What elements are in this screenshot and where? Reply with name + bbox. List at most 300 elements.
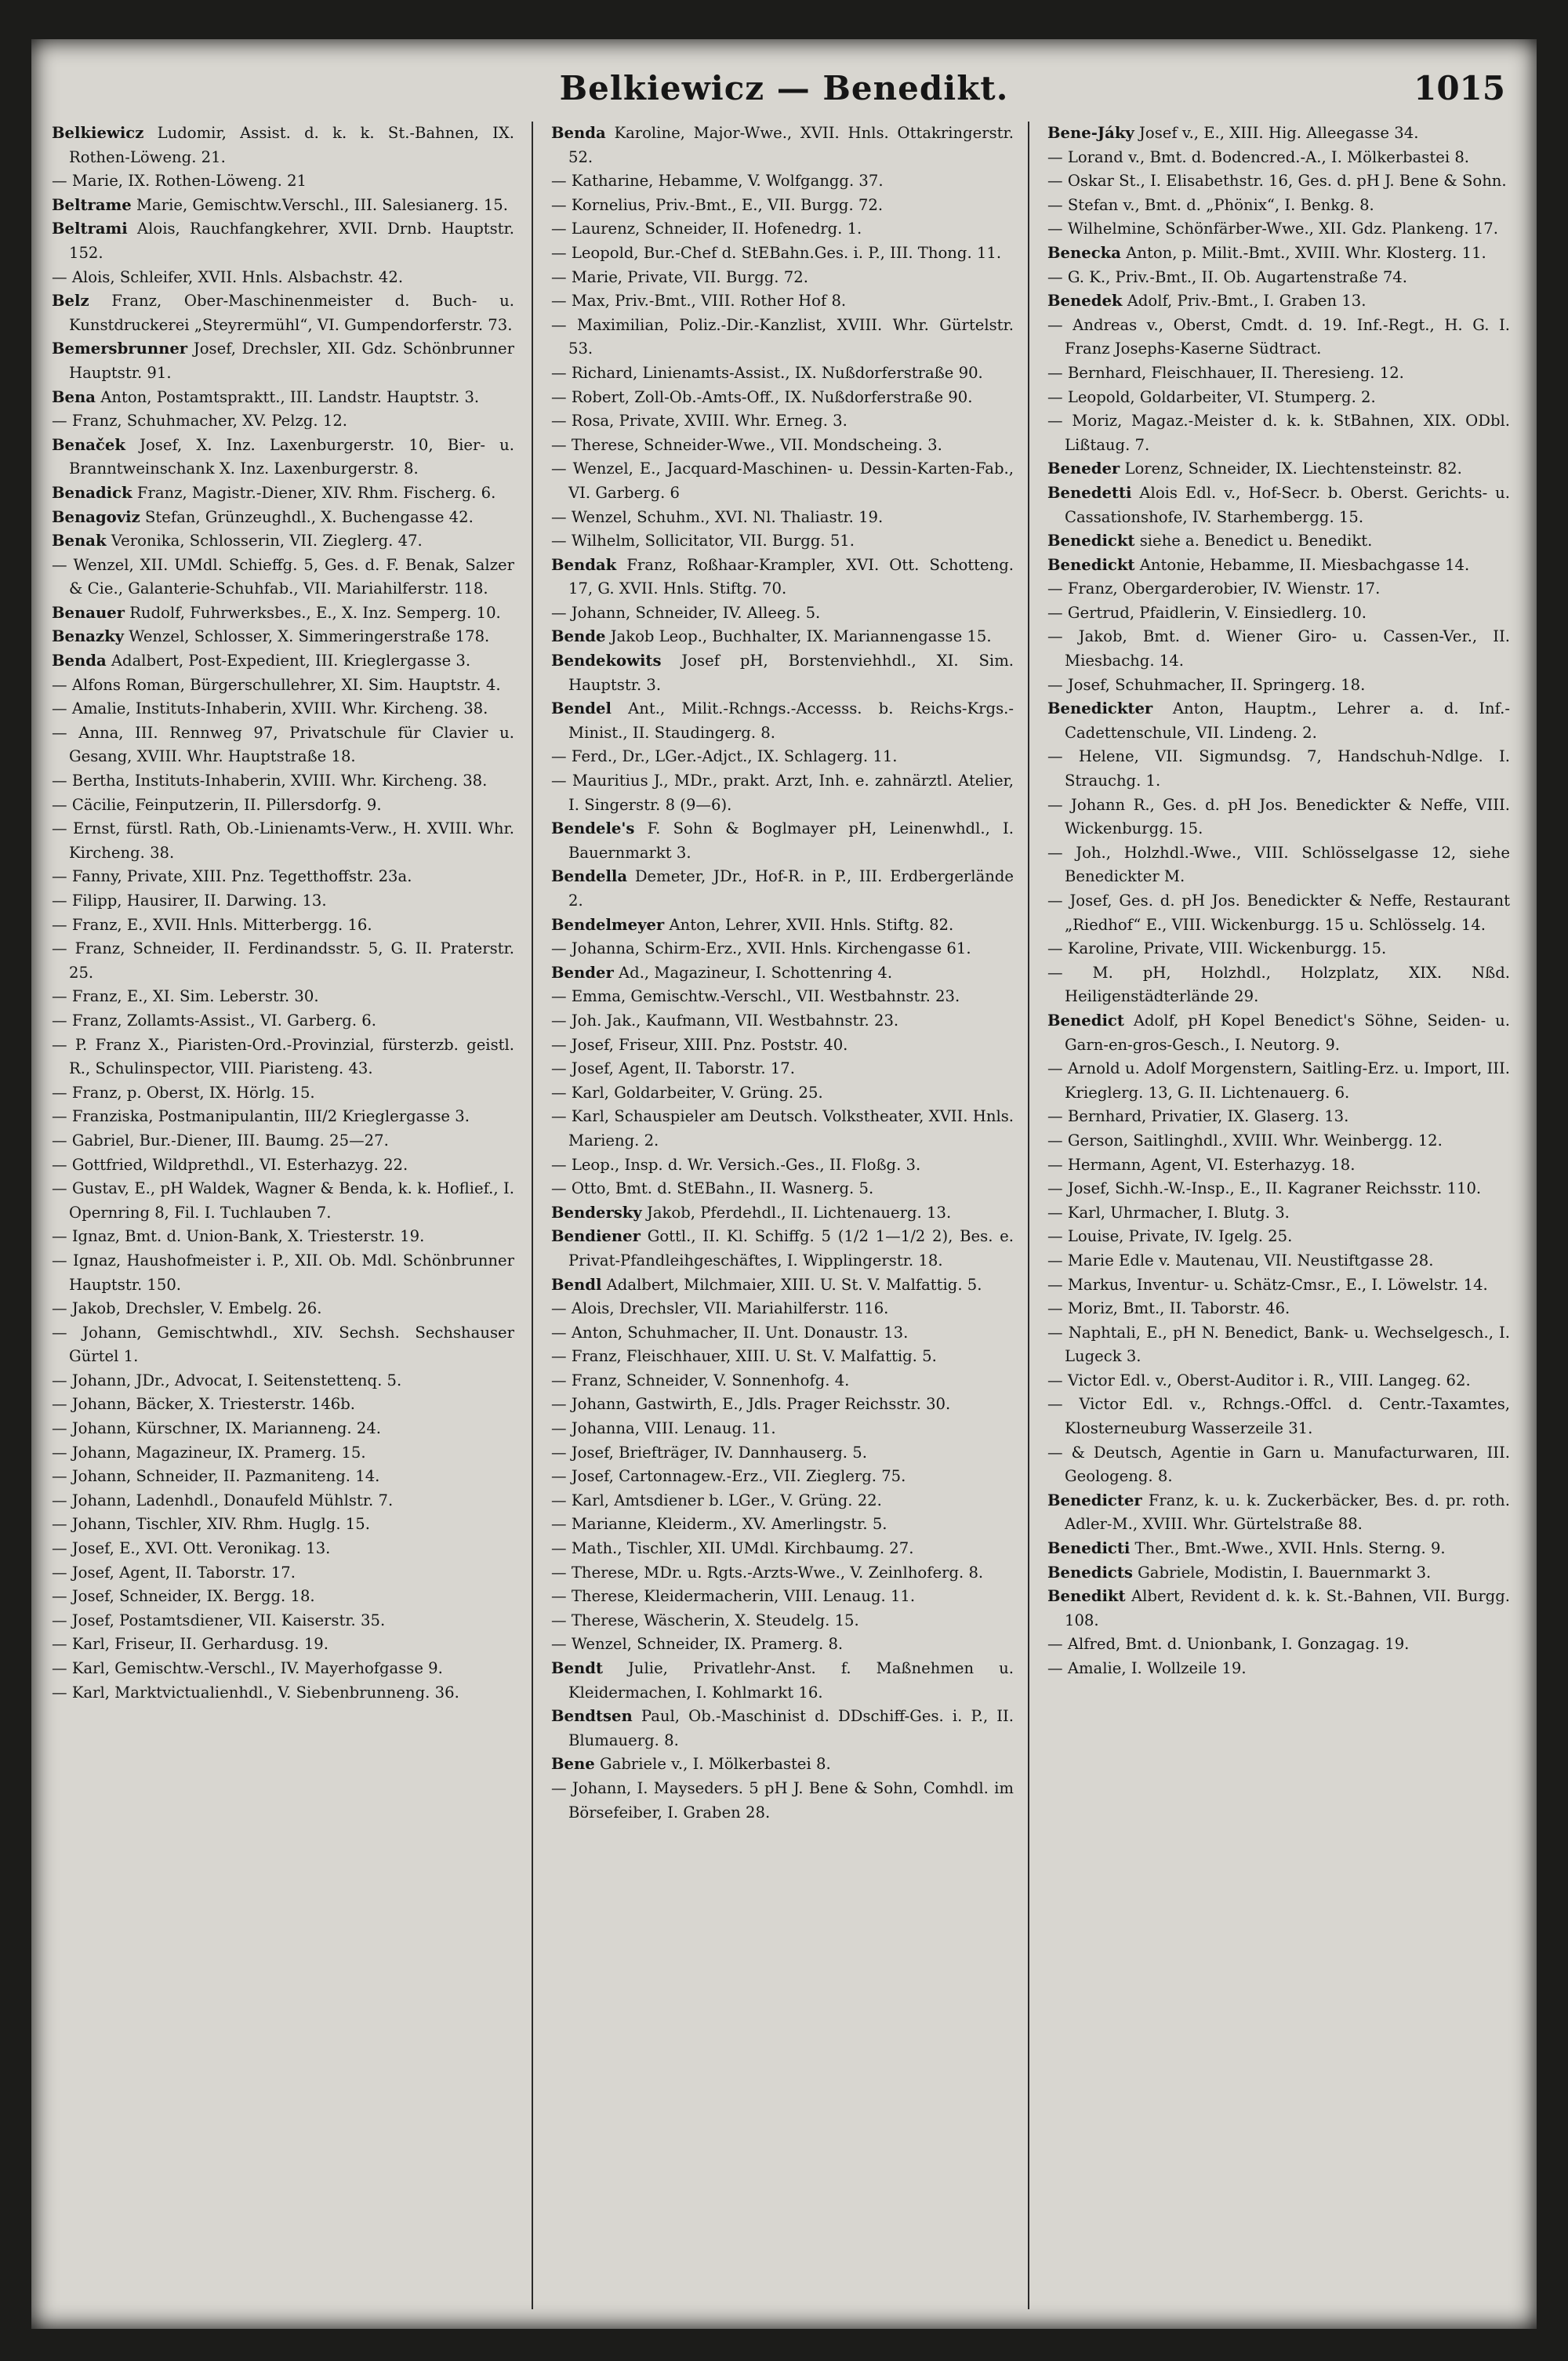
entry-details: — Marie, IX. Rothen-Löweng. 21	[52, 172, 307, 191]
directory-entry	[52, 1105, 514, 1129]
directory-entry	[551, 649, 1014, 697]
directory-entry	[551, 217, 1014, 242]
entry-details: — Leop., Insp. d. Wr. Versich.-Ges., II. Floßg. 3.	[551, 1155, 921, 1174]
entry-details: Julie, Privatlehr-Anst. f. Maßnehmen u. Kleidermachen, I. Kohlmarkt 16.	[568, 1659, 1014, 1702]
directory-entry	[1047, 1009, 1510, 1057]
directory-entry	[1047, 794, 1510, 841]
directory-entry	[1047, 961, 1510, 1009]
directory-entry	[52, 1585, 514, 1609]
entry-details: — Mauritius J., MDr., prakt. Arzt, Inh. e. zahnärztl. Atelier, I. Singerstr. 8 (9—6).	[551, 772, 1014, 814]
entry-details: — Gustav, E., pH Waldek, Wagner & Benda, k. k. Hoflief., I. Opernring 8, Fil. I. Tuchlauben 7.	[52, 1179, 514, 1222]
directory-entry	[1047, 457, 1510, 481]
directory-entry	[1047, 361, 1510, 386]
entry-surname: Benecka	[1047, 243, 1121, 262]
entry-details: Paul, Ob.-Maschinist d. DDschiff-Ges. i. P., II. Blumauerg. 8.	[568, 1707, 1014, 1749]
directory-entry	[551, 1609, 1014, 1633]
directory-entry	[1047, 289, 1510, 314]
entry-details: Anton, Hauptm., Lehrer a. d. Inf.-Cadettenschule, VII. Lindeng. 2.	[1065, 699, 1510, 742]
directory-entry	[52, 794, 514, 818]
directory-entry	[52, 1249, 514, 1297]
entry-details: — Hermann, Agent, VI. Esterhazyg. 18.	[1047, 1155, 1356, 1174]
page-number: 1015	[1414, 69, 1505, 107]
entry-details: — Bernhard, Privatier, IX. Glaserg. 13.	[1047, 1107, 1349, 1126]
entry-details: Ad., Magazineur, I. Schottenring 4.	[619, 963, 893, 982]
directory-entry	[551, 625, 1014, 649]
directory-entry	[551, 1033, 1014, 1058]
directory-entry	[551, 314, 1014, 361]
entry-details: Albert, Revident d. k. k. St.-Bahnen, VII. Burgg. 108.	[1065, 1587, 1510, 1629]
directory-entry	[1047, 1177, 1510, 1201]
entry-details: — Andreas v., Oberst, Cmdt. d. 19. Inf.-Regt., H. G. I. Franz Josephs-Kaserne Südtract.	[1047, 315, 1510, 358]
directory-entry	[551, 1153, 1014, 1178]
entry-details: — P. Franz X., Piaristen-Ord.-Provinzial, fürsterzb. geistl. R., Schulinspector, VIII. Piaristeng. 43.	[52, 1035, 514, 1078]
directory-entry	[52, 1537, 514, 1561]
entry-details: — Gertrud, Pfaidlerin, V. Einsiedlerg. 10.	[1047, 603, 1367, 622]
entry-surname: Benedicter	[1047, 1491, 1142, 1509]
directory-entry	[551, 1561, 1014, 1586]
directory-entry	[1047, 1249, 1510, 1273]
directory-entry	[1047, 146, 1510, 170]
entry-details: — Amalie, I. Wollzeile 19.	[1047, 1659, 1247, 1677]
entry-details: — Arnold u. Adolf Morgenstern, Saitling-Erz. u. Import, III. Krieglerg. 13, G. II. Lichtenauerg. 6.	[1047, 1059, 1510, 1102]
entry-details: siehe a. Benedict u. Benedikt.	[1139, 532, 1373, 550]
entry-details: — Gerson, Saitlinghdl., XVIII. Whr. Weinbergg. 12.	[1047, 1131, 1443, 1150]
entry-details: Josef pH, Borstenviehhdl., XI. Sim. Hauptstr. 3.	[568, 652, 1014, 694]
entry-details: — Johann, Schneider, II. Pazmaniteng. 14.	[52, 1467, 380, 1486]
entry-details: — Gabriel, Bur.-Diener, III. Baumg. 25—27.	[52, 1131, 389, 1150]
entry-details: — Karl, Uhrmacher, I. Blutg. 3.	[1047, 1203, 1290, 1222]
entry-details: Rudolf, Fuhrwerksbes., E., X. Inz. Semperg. 10.	[129, 603, 501, 622]
entry-details: — & Deutsch, Agentie in Garn u. Manufacturwaren, III. Geologeng. 8.	[1047, 1443, 1510, 1486]
directory-entry	[551, 1441, 1014, 1466]
entry-details: — Franz, E., XVII. Hnls. Mitterbergg. 16.	[52, 915, 372, 934]
directory-entry	[52, 1321, 514, 1369]
entry-surname: Benedetti	[1047, 483, 1132, 502]
directory-entry	[551, 242, 1014, 266]
entry-details: — Marie Edle v. Mautenau, VII. Neustiftgasse 28.	[1047, 1251, 1434, 1269]
entry-details: — Franz, p. Oberst, IX. Hörlg. 15.	[52, 1083, 315, 1102]
directory-entry	[551, 1105, 1014, 1153]
entry-details: — Wenzel, Schneider, IX. Pramerg. 8.	[551, 1635, 844, 1654]
directory-entry	[52, 1009, 514, 1033]
entry-surname: Bender	[551, 963, 614, 982]
directory-entry	[551, 1777, 1014, 1825]
directory-entry	[52, 1129, 514, 1153]
entry-details: — Therese, MDr. u. Rgts.-Arzts-Wwe., V. Zeinlhoferg. 8.	[551, 1563, 984, 1582]
column-divider	[532, 122, 533, 2309]
entry-details: — Leopold, Bur.-Chef d. StEBahn.Ges. i. P., III. Thong. 11.	[551, 243, 1002, 262]
entry-details: — Franziska, Postmanipulantin, III/2 Krieglergasse 3.	[52, 1107, 470, 1126]
directory-entry	[1047, 1225, 1510, 1249]
entry-details: — Alfred, Bmt. d. Unionbank, I. Gonzagag. 19.	[1047, 1635, 1410, 1654]
entry-details: — Karoline, Private, VIII. Wickenburgg. 15.	[1047, 939, 1387, 958]
entry-details: — Johann, Schneider, IV. Alleeg. 5.	[551, 603, 821, 622]
entry-details: — Ignaz, Haushofmeister i. P., XII. Ob. Mdl. Schönbrunner Hauptstr. 150.	[52, 1251, 514, 1294]
directory-entry	[1047, 937, 1510, 961]
directory-entry	[52, 889, 514, 914]
entry-details: — Karl, Schauspieler am Deutsch. Volkstheater, XVII. Hnls. Marieng. 2.	[551, 1107, 1014, 1150]
entry-details: — Josef, E., XVI. Ott. Veronikag. 13.	[52, 1539, 331, 1558]
entry-details: — Josef, Postamtsdiener, VII. Kaiserstr. 35.	[52, 1611, 386, 1629]
entry-surname: Benazky	[52, 627, 125, 646]
directory-entry	[1047, 1369, 1510, 1393]
directory-entry	[551, 1657, 1014, 1705]
directory-entry	[551, 1513, 1014, 1537]
entry-details: — Josef, Cartonnagew.-Erz., VII. Zieglerg. 75.	[551, 1467, 906, 1486]
directory-entry	[1047, 1057, 1510, 1105]
entry-details: Gabriele, Modistin, I. Bauernmarkt 3.	[1138, 1563, 1432, 1582]
directory-entry	[1047, 481, 1510, 529]
directory-entry	[551, 1705, 1014, 1753]
entry-details: Anton, Lehrer, XVII. Hnls. Stiftg. 82.	[669, 915, 954, 934]
directory-entry	[52, 554, 514, 601]
directory-entry	[551, 1393, 1014, 1417]
directory-entry	[1047, 697, 1510, 745]
entry-surname: Beltrami	[52, 220, 128, 238]
directory-entry	[1047, 1273, 1510, 1298]
entry-surname: Bendt	[551, 1659, 604, 1677]
entry-details: Karoline, Major-Wwe., XVII. Hnls. Ottakringerstr. 52.	[568, 124, 1014, 166]
entry-details: — Emma, Gemischtw.-Verschl., VII. Westbahnstr. 23.	[551, 987, 960, 1006]
directory-entry	[1047, 1321, 1510, 1369]
entry-surname: Benak	[52, 532, 107, 550]
directory-entry	[551, 1297, 1014, 1321]
entry-details: — Franz, Schneider, V. Sonnenhofg. 4.	[551, 1371, 850, 1389]
entry-details: — Karl, Marktvictualienhdl., V. Siebenbrunneng. 36.	[52, 1683, 459, 1702]
entry-details: — Therese, Schneider-Wwe., VII. Mondscheing. 3.	[551, 435, 942, 454]
entry-details: — Jakob, Drechsler, V. Embelg. 26.	[52, 1299, 322, 1318]
directory-entry	[52, 1369, 514, 1393]
directory-entry	[52, 601, 514, 626]
directory-entry	[1047, 1393, 1510, 1440]
entry-details: — Wilhelmine, Schönfärber-Wwe., XII. Gdz. Plankeng. 17.	[1047, 220, 1498, 238]
directory-entry	[1047, 889, 1510, 937]
directory-entry	[551, 601, 1014, 626]
entry-details: — Fanny, Private, XIII. Pnz. Tegetthoffstr. 23a.	[52, 867, 412, 886]
entry-surname: Bendekowits	[551, 652, 662, 670]
directory-entry	[551, 865, 1014, 913]
entry-details: Josef, Drechsler, XII. Gdz. Schönbrunner Hauptstr. 91.	[69, 340, 514, 382]
directory-entry	[52, 1393, 514, 1417]
entry-details: — Victor Edl. v., Oberst-Auditor i. R., VIII. Langeg. 62.	[1047, 1371, 1471, 1389]
entry-details: — Franz, Zollamts-Assist., VI. Garberg. 6.	[52, 1011, 377, 1030]
directory-page	[31, 39, 1537, 2329]
directory-entry	[52, 434, 514, 481]
entry-details: — Lorand v., Bmt. d. Bodencred.-A., I. Mölkerbastei 8.	[1047, 147, 1470, 166]
entry-details: Gabriele v., I. Mölkerbastei 8.	[599, 1755, 831, 1774]
entry-details: — Therese, Kleidermacherin, VIII. Lenaug. 11.	[551, 1587, 916, 1606]
directory-entry	[1047, 1657, 1510, 1681]
directory-entry	[551, 1585, 1014, 1609]
entry-details: — Josef, Agent, II. Taborstr. 17.	[52, 1563, 296, 1582]
directory-entry	[551, 1321, 1014, 1346]
entry-details: — Johanna, VIII. Lenaug. 11.	[551, 1419, 776, 1438]
entry-details: — Naphtali, E., pH N. Benedict, Bank- u. Wechselgesch., I. Lugeck 3.	[1047, 1323, 1510, 1366]
entry-details: Franz, Roßhaar-Krampler, XVI. Ott. Schotteng. 17, G. XVII. Hnls. Stiftg. 70.	[568, 555, 1014, 598]
directory-entry	[52, 1033, 514, 1081]
entry-details: — Otto, Bmt. d. StEBahn., II. Wasnerg. 5.	[551, 1179, 874, 1198]
directory-entry	[1047, 1129, 1510, 1153]
entry-details: — Johann, Gemischtwhdl., XIV. Sechsh. Sechshauser Gürtel 1.	[52, 1323, 514, 1366]
entry-details: — Amalie, Instituts-Inhaberin, XVIII. Whr. Kircheng. 38.	[52, 699, 488, 718]
entry-details: — Robert, Zoll-Ob.-Amts-Off., IX. Nußdorferstraße 90.	[551, 387, 973, 406]
entry-details: — Katharine, Hebamme, V. Wolfgangg. 37.	[551, 172, 884, 191]
entry-details: — G. K., Priv.-Bmt., II. Ob. Augartenstraße 74.	[1047, 267, 1407, 286]
entry-details: Josef, X. Inz. Laxenburgerstr. 10, Bier- u. Branntweinschank X. Inz. Laxenburgerstr. 8.	[69, 435, 514, 478]
directory-entry	[1047, 242, 1510, 266]
directory-entry	[551, 1753, 1014, 1777]
entry-surname: Benaček	[52, 435, 125, 454]
entry-details: — Wilhelm, Sollicitator, VII. Burgg. 51.	[551, 532, 855, 550]
directory-entry	[551, 914, 1014, 938]
entry-details: — Karl, Amtsdiener b. LGer., V. Grüng. 22.	[551, 1491, 882, 1509]
entry-details: — Karl, Goldarbeiter, V. Grüng. 25.	[551, 1083, 823, 1102]
directory-entry	[52, 481, 514, 506]
directory-entry	[52, 386, 514, 410]
directory-entry	[52, 266, 514, 290]
entry-details: — Max, Priv.-Bmt., VIII. Rother Hof 8.	[551, 292, 847, 311]
entry-details: — Ernst, fürstl. Rath, Ob.-Linienamts-Verw., H. XVIII. Whr. Kircheng. 38.	[52, 819, 514, 862]
entry-surname: Bendl	[551, 1275, 602, 1294]
entry-surname: Benedek	[1047, 292, 1123, 311]
entry-details: — Kornelius, Priv.-Bmt., E., VII. Burgg. 72.	[551, 195, 884, 214]
directory-entry	[1047, 266, 1510, 290]
entry-surname: Benadick	[52, 483, 132, 502]
entry-details: — Math., Tischler, XII. UMdl. Kirchbaumg. 27.	[551, 1539, 914, 1558]
entry-details: — Josef, Briefträger, IV. Dannhauserg. 5.	[551, 1443, 867, 1462]
directory-entry	[551, 985, 1014, 1009]
entry-details: — Richard, Linienamts-Assist., IX. Nußdorferstraße 90.	[551, 363, 983, 382]
directory-entry	[551, 1537, 1014, 1561]
column-2	[551, 122, 1014, 2309]
directory-entry	[551, 1465, 1014, 1489]
entry-details: — Josef, Schuhmacher, II. Springerg. 18.	[1047, 675, 1366, 694]
directory-entry	[52, 194, 514, 218]
entry-details: Adolf, pH Kopel Benedict's Söhne, Seiden- u. Garn-en-gros-Gesch., I. Neutorg. 9.	[1065, 1011, 1510, 1054]
directory-entry	[551, 506, 1014, 530]
entry-details: — Johann, Gastwirth, E., Jdls. Prager Reichsstr. 30.	[551, 1395, 951, 1414]
entry-details: Franz, Magistr.-Diener, XIV. Rhm. Fischerg. 6.	[136, 483, 496, 502]
entry-details: — Cäcilie, Feinputzerin, II. Pillersdorfg. 9.	[52, 795, 382, 814]
entry-details: — Johann, Bäcker, X. Triesterstr. 146b.	[52, 1395, 356, 1414]
directory-entry	[551, 122, 1014, 169]
entry-details: Stefan, Grünzeughdl., X. Buchengasse 42.	[144, 507, 474, 526]
directory-entry	[1047, 1105, 1510, 1129]
entry-details: — Victor Edl. v., Rchngs.-Offcl. d. Centr.-Taxamtes, Klosterneuburg Wasserzeile 31.	[1047, 1395, 1510, 1438]
directory-entry	[551, 1633, 1014, 1657]
entry-details: — Anton, Schuhmacher, II. Unt. Donaustr. 13.	[551, 1323, 909, 1342]
directory-entry	[1047, 1153, 1510, 1178]
entry-surname: Beltrame	[52, 195, 132, 214]
directory-entry	[1047, 674, 1510, 698]
entry-details: — Wenzel, E., Jacquard-Maschinen- u. Dessin-Karten-Fab., VI. Garberg. 6	[551, 459, 1014, 502]
entry-details: — Josef, Ges. d. pH Jos. Benedickter & Neffe, Restaurant „Riedhof“ E., VIII. Wickenburgg. 15 u. Schlösselg. 14.	[1047, 892, 1510, 934]
directory-entry	[52, 721, 514, 769]
directory-entry	[1047, 554, 1510, 578]
entry-details: — Franz, Schneider, II. Ferdinandsstr. 5, G. II. Praterstr. 25.	[52, 939, 514, 982]
entry-details: Marie, Gemischtw.Verschl., III. Salesianerg. 15.	[136, 195, 509, 214]
entry-details: — Josef, Schneider, IX. Bergg. 18.	[52, 1587, 315, 1606]
entry-details: — Oskar St., I. Elisabethstr. 16, Ges. d. pH J. Bene & Sohn.	[1047, 172, 1507, 191]
directory-entry	[551, 169, 1014, 194]
directory-entry	[551, 769, 1014, 817]
entry-details: — Wenzel, XII. UMdl. Schieffg. 5, Ges. d. F. Benak, Salzer & Cie., Galanterie-Schuhfab., VII. Mariahilferstr. 118.	[52, 555, 514, 598]
directory-entry	[52, 1561, 514, 1586]
entry-details: — Alois, Drechsler, VII. Mariahilferstr. 116.	[551, 1299, 889, 1318]
entry-details: — Maximilian, Poliz.-Dir.-Kanzlist, XVIII. Whr. Gürtelstr. 53.	[551, 315, 1014, 358]
directory-entry	[52, 985, 514, 1009]
directory-entry	[551, 409, 1014, 434]
directory-entry	[52, 817, 514, 865]
column-3	[1047, 122, 1510, 2309]
entry-details: Jakob, Pferdehdl., II. Lichtenauerg. 13.	[647, 1203, 952, 1222]
directory-entry	[1047, 841, 1510, 889]
entry-details: Ther., Bmt.-Wwe., XVII. Hnls. Sterng. 9.	[1134, 1539, 1446, 1558]
directory-entry	[1047, 1489, 1510, 1537]
entry-surname: Bemersbrunner	[52, 340, 188, 358]
directory-entry	[551, 529, 1014, 554]
directory-entry	[551, 554, 1014, 601]
entry-surname: Belkiewicz	[52, 124, 144, 142]
directory-entry	[52, 1225, 514, 1249]
entry-details: — Franz, Fleischhauer, XIII. U. St. V. Malfattig. 5.	[551, 1347, 937, 1366]
entry-surname: Benauer	[52, 603, 125, 622]
directory-entry	[52, 1081, 514, 1106]
directory-entry	[52, 529, 514, 554]
entry-details: — Leopold, Goldarbeiter, VI. Stumperg. 2.	[1047, 387, 1376, 406]
directory-entry	[551, 1417, 1014, 1441]
entry-details: Adalbert, Post-Expedient, III. Krieglergasse 3.	[111, 652, 471, 670]
entry-surname: Bena	[52, 387, 96, 406]
entry-details: — Karl, Friseur, II. Gerhardusg. 19.	[52, 1635, 328, 1654]
entry-details: — Joh., Holzhdl.-Wwe., VIII. Schlösselgasse 12, siehe Benedickter M.	[1047, 843, 1510, 886]
directory-entry	[52, 169, 514, 194]
directory-entry	[551, 1009, 1014, 1033]
directory-entry	[551, 266, 1014, 290]
directory-entry	[551, 745, 1014, 769]
entry-details: — Anna, III. Rennweg 97, Privatschule für Clavier u. Gesang, XVIII. Whr. Hauptstraße 18.	[52, 723, 514, 766]
entry-details: — Gottfried, Wildprethdl., VI. Esterhazyg. 22.	[52, 1155, 408, 1174]
directory-entry	[52, 1153, 514, 1178]
entry-details: — Johann, JDr., Advocat, I. Seitenstettenq. 5.	[52, 1371, 402, 1389]
directory-entry	[1047, 194, 1510, 218]
directory-entry	[1047, 745, 1510, 793]
directory-entry	[1047, 169, 1510, 194]
entry-details: — Moriz, Bmt., II. Taborstr. 46.	[1047, 1299, 1290, 1318]
entry-details: — Jakob, Bmt. d. Wiener Giro- u. Cassen-Ver., II. Miesbachg. 14.	[1047, 627, 1510, 670]
directory-entry	[1047, 601, 1510, 626]
entry-details: — Ignaz, Bmt. d. Union-Bank, X. Triesterstr. 19.	[52, 1227, 425, 1246]
entry-details: — Wenzel, Schuhm., XVI. Nl. Thaliastr. 19.	[551, 507, 884, 526]
directory-entry	[52, 649, 514, 674]
column-divider	[1028, 122, 1029, 2309]
directory-entry	[52, 337, 514, 385]
directory-entry	[52, 697, 514, 721]
directory-entry	[551, 1489, 1014, 1513]
entry-details: Anton, p. Milit.-Bmt., XVIII. Whr. Klosterg. 11.	[1126, 243, 1486, 262]
directory-entry	[1047, 1561, 1510, 1586]
entry-surname: Bendele's	[551, 819, 635, 838]
entry-details: Franz, Ober-Maschinenmeister d. Buch- u. Kunstdruckerei „Steyrermühl“, VI. Gumpendorferstr. 73.	[69, 292, 514, 334]
directory-entry	[1047, 1537, 1510, 1561]
entry-details: — Filipp, Hausirer, II. Darwing. 13.	[52, 892, 327, 910]
entry-details: Franz, k. u. k. Zuckerbäcker, Bes. d. pr. roth. Adler-M., XVIII. Whr. Gürtelstraße 88.	[1065, 1491, 1510, 1534]
entry-details: — Stefan v., Bmt. d. „Phönix“, I. Benkg. 8.	[1047, 195, 1374, 214]
entry-details: F. Sohn & Boglmayer pH, Leinenwhdl., I. Bauernmarkt 3.	[568, 819, 1014, 862]
directory-entry	[1047, 625, 1510, 673]
entry-details: — Johann R., Ges. d. pH Jos. Benedickter & Neffe, VIII. Wickenburgg. 15.	[1047, 795, 1510, 838]
entry-surname: Bendak	[551, 555, 617, 574]
directory-entry	[551, 1273, 1014, 1298]
entry-details: Demeter, JDr., Hof-R. in P., III. Erdbergerlände 2.	[568, 867, 1014, 910]
entry-details: — Joh. Jak., Kaufmann, VII. Westbahnstr. 23.	[551, 1011, 899, 1030]
entry-surname: Bendella	[551, 867, 628, 886]
entry-surname: Bendtsen	[551, 1707, 633, 1726]
directory-entry	[52, 1417, 514, 1441]
entry-details: — Markus, Inventur- u. Schätz-Cmsr., E., I. Löwelstr. 14.	[1047, 1275, 1488, 1294]
entry-details: — Johann, Magazineur, IX. Pramerg. 15.	[52, 1443, 366, 1462]
directory-entry	[551, 1057, 1014, 1081]
directory-entry	[551, 386, 1014, 410]
entry-surname: Bendersky	[551, 1203, 642, 1222]
entry-surname: Benagoviz	[52, 507, 140, 526]
directory-entry	[1047, 1633, 1510, 1657]
entry-details: — Bernhard, Fleischhauer, II. Theresieng. 12.	[1047, 363, 1404, 382]
entry-details: — Rosa, Private, XVIII. Whr. Erneg. 3.	[551, 412, 848, 430]
directory-entry	[1047, 1585, 1510, 1633]
directory-entry	[52, 289, 514, 337]
directory-entry	[52, 1609, 514, 1633]
directory-entry	[52, 914, 514, 938]
entry-surname: Bene	[551, 1755, 595, 1774]
directory-entry	[52, 1513, 514, 1537]
directory-entry	[551, 937, 1014, 961]
entry-details: — Josef, Agent, II. Taborstr. 17.	[551, 1059, 796, 1078]
entry-details: — Franz, E., XI. Sim. Leberstr. 30.	[52, 987, 319, 1006]
entry-details: Ludomir, Assist. d. k. k. St.-Bahnen, IX. Rothen-Löweng. 21.	[69, 124, 514, 166]
entry-details: Gottl., II. Kl. Schiffg. 5 (1/2 1—1/2 2), Bes. e. Privat-Pfandleihgeschäftes, I. Wipplingerstr. 18.	[568, 1227, 1014, 1269]
directory-entry	[52, 1465, 514, 1489]
entry-surname: Benda	[551, 124, 606, 142]
directory-entry	[52, 865, 514, 889]
directory-entry	[551, 457, 1014, 505]
entry-surname: Benda	[52, 652, 107, 670]
entry-details: — Marianne, Kleiderm., XV. Amerlingstr. 5.	[551, 1515, 887, 1534]
entry-details: Jakob Leop., Buchhalter, IX. Mariannengasse 15.	[610, 627, 992, 646]
directory-entry	[551, 1201, 1014, 1226]
directory-entry	[1047, 314, 1510, 361]
entry-details: Antonie, Hebamme, II. Miesbachgasse 14.	[1139, 555, 1470, 574]
entry-details: Wenzel, Schlosser, X. Simmeringerstraße 178.	[129, 627, 490, 646]
entry-details: — Marie, Private, VII. Burgg. 72.	[551, 267, 808, 286]
directory-entry	[52, 625, 514, 649]
directory-entry	[52, 769, 514, 794]
directory-entry	[52, 122, 514, 169]
directory-entry	[52, 674, 514, 698]
directory-entry	[52, 1297, 514, 1321]
entry-details: — Josef, Friseur, XIII. Pnz. Poststr. 40.	[551, 1035, 848, 1054]
directory-entry	[551, 1369, 1014, 1393]
entry-surname: Beneder	[1047, 459, 1120, 478]
directory-entry	[1047, 1201, 1510, 1226]
directory-entry	[1047, 217, 1510, 242]
entry-details: — Helene, VII. Sigmundsg. 7, Handschuh-Ndlge. I. Strauchg. 1.	[1047, 747, 1510, 790]
entry-surname: Benedickt	[1047, 532, 1135, 550]
entry-surname: Bene-Jáky	[1047, 124, 1134, 142]
entry-details: Josef v., E., XIII. Hig. Alleegasse 34.	[1139, 124, 1419, 142]
entry-details: — Franz, Schuhmacher, XV. Pelzg. 12.	[52, 412, 348, 430]
entry-details: — Therese, Wäscherin, X. Steudelg. 15.	[551, 1611, 859, 1629]
